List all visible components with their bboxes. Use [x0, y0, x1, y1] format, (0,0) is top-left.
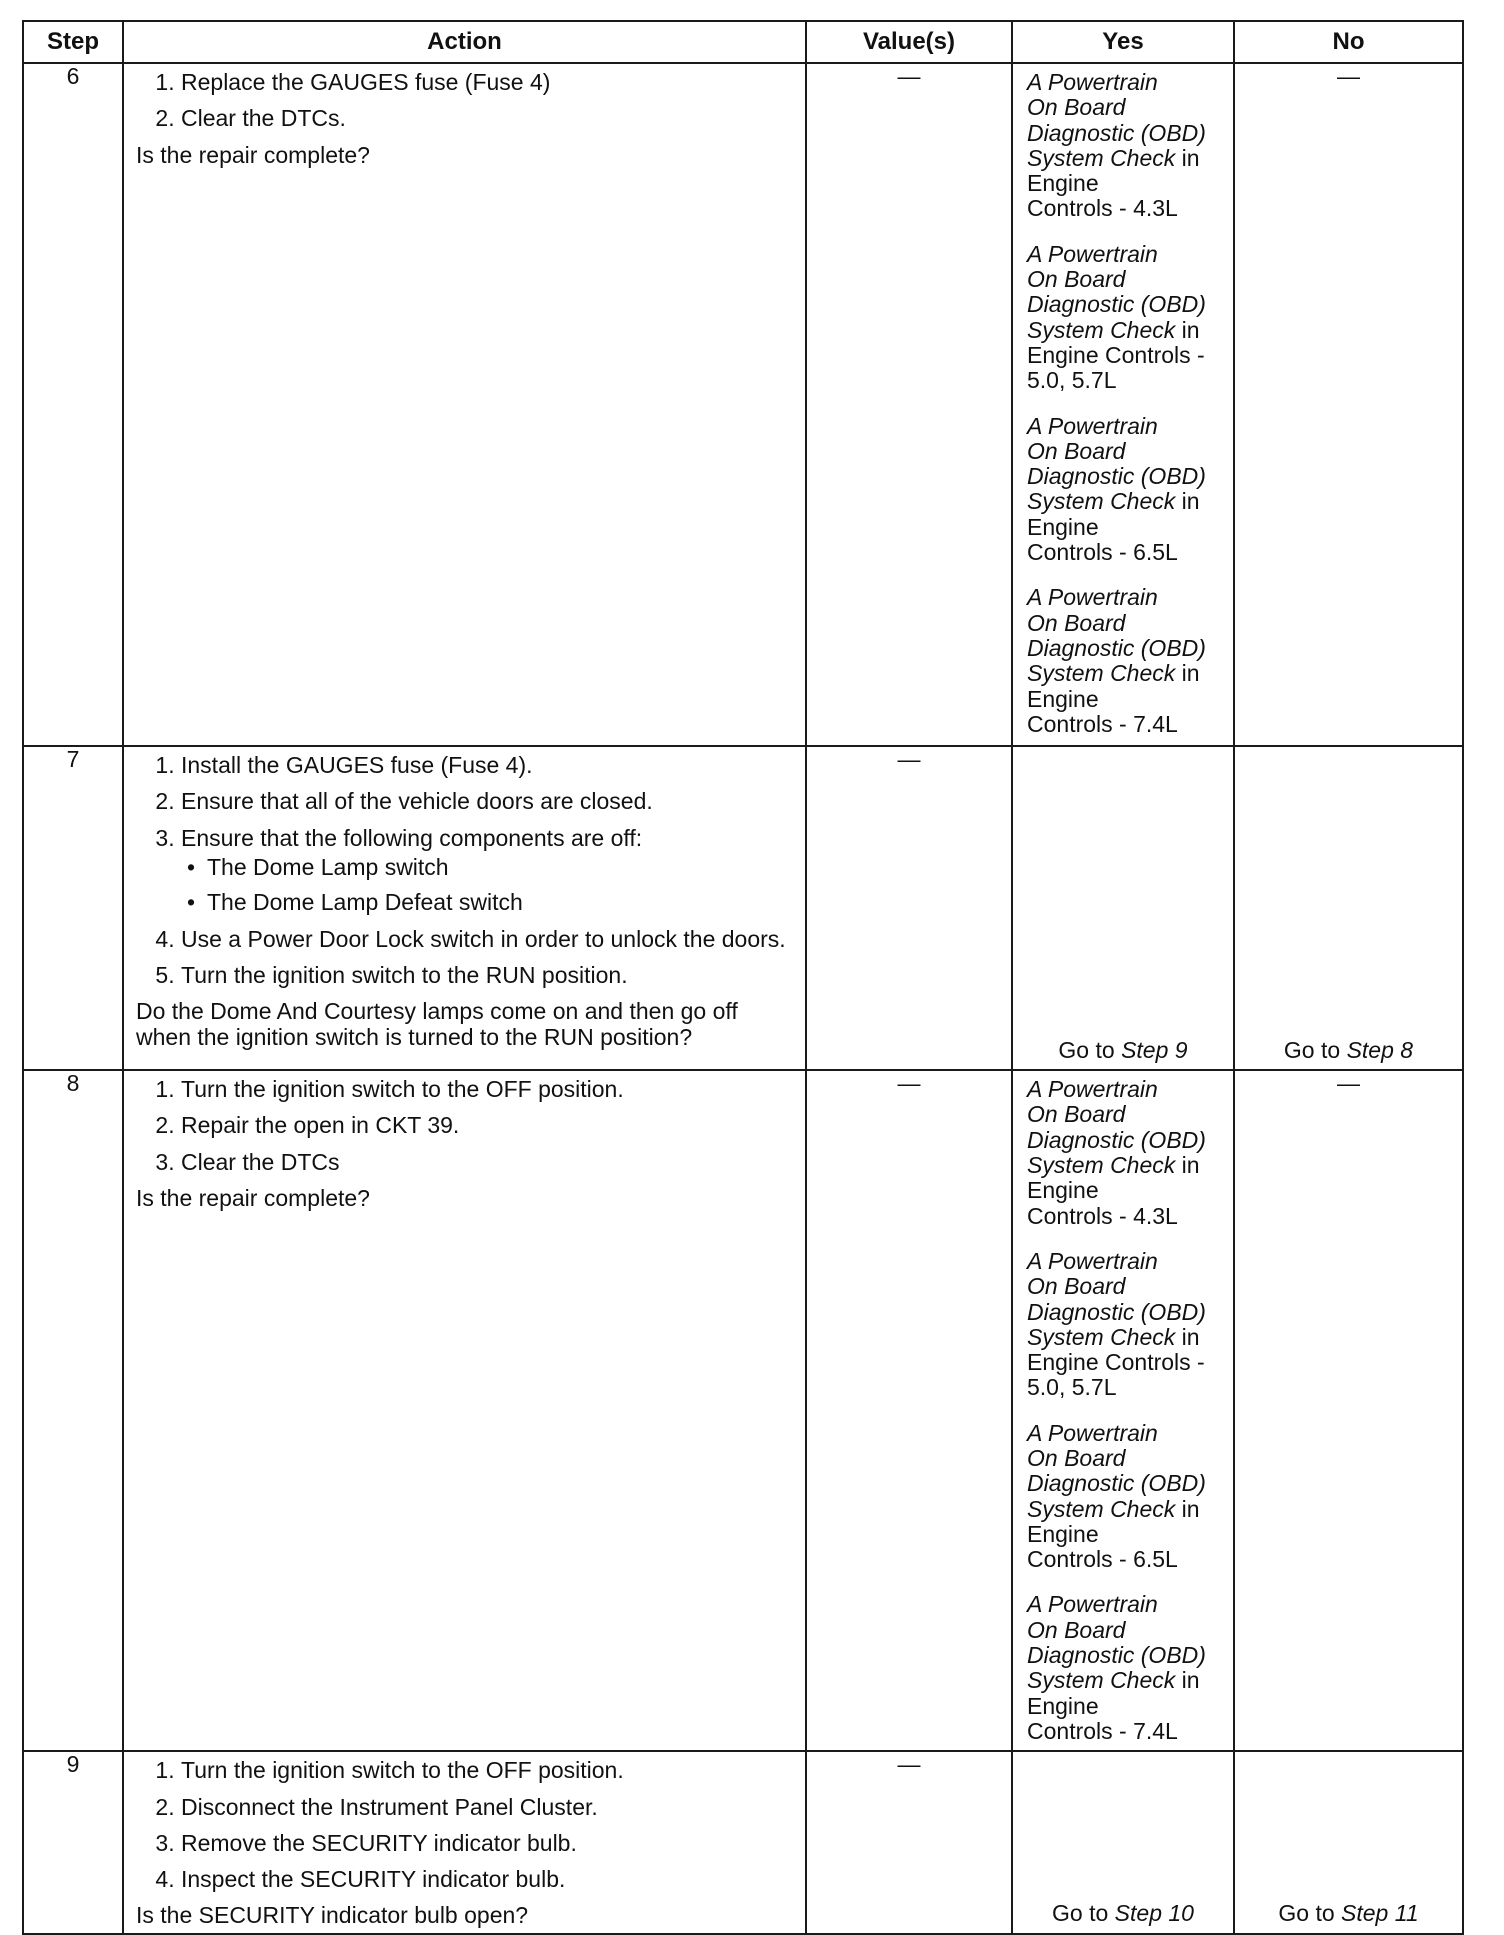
action-item: 2. Repair the open in CKT 39. — [181, 1113, 795, 1138]
action-item: 2. Disconnect the Instrument Panel Cluster. — [181, 1795, 795, 1820]
no-cell: Go to Step 8 — [1234, 746, 1463, 1070]
yes-cell: Go to Step 10 — [1012, 1751, 1234, 1933]
no-step-link: Step 11 — [1341, 1900, 1419, 1927]
yes-reference: A Powertrain On Board Diagnostic (OBD) System Check in Engine Controls - 6.5L — [1027, 412, 1206, 566]
table-row-step-7 — [23, 746, 1463, 1070]
yes-reference: A Powertrain On Board Diagnostic (OBD) System Check in Engine Controls - 4.3L — [1027, 1076, 1206, 1229]
value-cell: — — [806, 1070, 1012, 1751]
yes-cell — [1012, 63, 1234, 746]
action-item: 3. Clear the DTCs — [181, 1150, 795, 1175]
action-item: 1. Replace the GAUGES fuse (Fuse 4) — [181, 70, 795, 95]
header-row — [23, 21, 1463, 63]
step-number: 8 — [23, 1070, 123, 1751]
table-row-step-8 — [23, 1070, 1463, 1751]
action-item: 2. Ensure that all of the vehicle doors are closed. — [181, 789, 795, 814]
sub-item: • The Dome Lamp Defeat switch — [207, 890, 795, 915]
yes-reference: A Powertrain On Board Diagnostic (OBD) System Check in Engine Controls - 5.0, 5.7L — [1027, 240, 1206, 394]
yes-step-link: Step 9 — [1121, 1036, 1188, 1063]
action-item: 1. Turn the ignition switch to the OFF position. — [181, 1758, 795, 1783]
step-number: 7 — [23, 746, 123, 1070]
action-question: Is the repair complete? — [136, 1185, 370, 1212]
value-cell: — — [806, 1751, 1012, 1933]
header-values: Value(s) — [806, 21, 1012, 63]
value-cell: — — [806, 63, 1012, 746]
header-yes: Yes — [1012, 21, 1234, 63]
table-row-step-9 — [23, 1751, 1463, 1933]
no-cell: — — [1234, 1070, 1463, 1751]
step-number: 9 — [23, 1751, 123, 1933]
yes-reference: A Powertrain On Board Diagnostic (OBD) System Check in Engine Controls - 5.0, 5.7L — [1027, 1247, 1206, 1401]
table-row-step-6 — [23, 63, 1463, 746]
header-action: Action — [123, 21, 806, 63]
yes-reference: A Powertrain On Board Diagnostic (OBD) System Check in Engine Controls - 7.4L — [1027, 1591, 1206, 1744]
action-question: Is the repair complete? — [136, 141, 370, 168]
action-item: 1. Install the GAUGES fuse (Fuse 4). — [181, 753, 795, 778]
action-question: Do the Dome And Courtesy lamps come on and then go off when the ignition switch is turned to the RUN position? — [136, 998, 738, 1050]
no-step-link: Step 8 — [1346, 1036, 1414, 1063]
yes-cell — [1012, 1070, 1234, 1751]
no-cell: Go to Step 11 — [1234, 1751, 1463, 1933]
action-item: 5. Turn the ignition switch to the RUN position. — [181, 963, 795, 988]
sub-item: • The Dome Lamp switch — [207, 855, 795, 880]
action-item: 2. Clear the DTCs. — [181, 106, 795, 131]
action-item: 4. Use a Power Door Lock switch in order to unlock the doors. — [181, 927, 795, 952]
action-cell — [123, 63, 806, 746]
yes-reference: A Powertrain On Board Diagnostic (OBD) System Check in Engine Controls - 6.5L — [1027, 1419, 1206, 1573]
action-cell — [123, 1751, 806, 1933]
yes-step-link: Step 10 — [1114, 1900, 1194, 1927]
header-step: Step — [23, 21, 123, 63]
action-item: 4. Inspect the SECURITY indicator bulb. — [181, 1867, 795, 1892]
action-question: Is the SECURITY indicator bulb open? — [136, 1902, 529, 1929]
value-cell: — — [806, 746, 1012, 1070]
no-cell: — — [1234, 63, 1463, 746]
action-item: 1. Turn the ignition switch to the OFF position. — [181, 1077, 795, 1102]
yes-reference: A Powertrain On Board Diagnostic (OBD) System Check in Engine Controls - 4.3L — [1027, 69, 1206, 222]
diagnostic-table — [22, 20, 1464, 1935]
yes-reference: A Powertrain On Board Diagnostic (OBD) System Check in Engine Controls - 7.4L — [1027, 584, 1206, 737]
header-no: No — [1234, 21, 1463, 63]
action-item: 3. Remove the SECURITY indicator bulb. — [181, 1831, 795, 1856]
step-number: 6 — [23, 63, 123, 746]
yes-cell: Go to Step 9 — [1012, 746, 1234, 1070]
action-cell — [123, 1070, 806, 1751]
action-item: 3. Ensure that the following components are off: • The Dome Lamp switch • The Dome Lamp Defeat switch — [181, 826, 795, 916]
action-cell — [123, 746, 806, 1070]
